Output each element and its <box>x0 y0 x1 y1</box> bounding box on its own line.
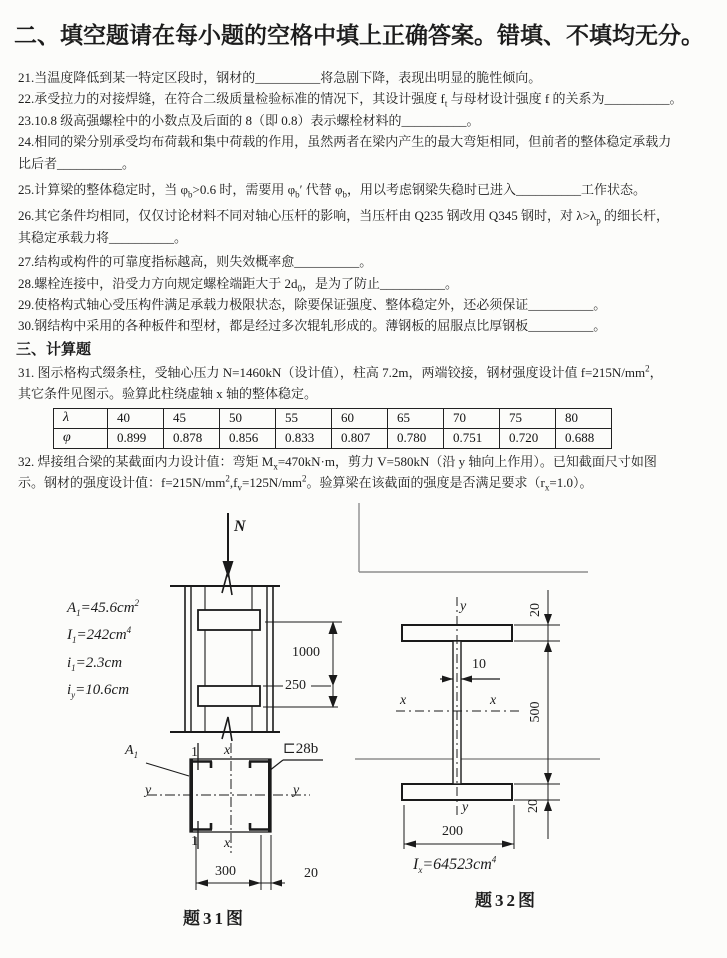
lambda-value: 80 <box>556 408 612 428</box>
axis-y-label-top: y <box>460 598 467 614</box>
dim-300: 300 <box>215 863 236 879</box>
question-21: 21.当温度降低到某一特定区段时，钢材的__________将急剧下降，表现出明显的脆性倾向。 <box>18 70 542 85</box>
dim-250: 250 <box>285 677 306 693</box>
lambda-value: 40 <box>108 408 164 428</box>
lambda-value: 50 <box>220 408 276 428</box>
inertia-ix-label: $I_x=64523cm^4$ <box>413 854 497 876</box>
prop-area: $A_1=45.6cm^2$ <box>67 597 140 618</box>
phi-value: 0.807 <box>332 428 388 448</box>
lambda-value: 55 <box>276 408 332 428</box>
question-24-line1: 24.相同的梁分别承受均布荷载和集中荷载的作用，虽然两者在梁内产生的最大弯矩相同，但前者的整体稳定承载力 <box>18 134 672 150</box>
figure31 <box>55 507 350 943</box>
phi-value: 0.751 <box>444 428 500 448</box>
question-26-line2: 其稳定承载力将__________。 <box>18 229 188 245</box>
phi-value: 0.780 <box>388 428 444 448</box>
figures-area <box>0 497 727 958</box>
question-31 <box>18 362 727 404</box>
question-30: 30.钢结构中采用的各种板件和型材，都是经过多次辊轧形成的。薄钢板的屈服点比厚钢板__________。 <box>18 318 607 334</box>
question-29: 29.使格构式轴心受压构件满足承载力极限状态，除要保证强度、整体稳定外，还必须保证__________。 <box>18 297 607 313</box>
figure32-drawing <box>350 497 660 927</box>
force-n-label: N <box>234 517 246 535</box>
lambda-value: 70 <box>444 408 500 428</box>
prop-radius1: $i_1=2.3cm$ <box>67 654 123 673</box>
axis-x-label-bottom: x <box>224 835 231 851</box>
section-properties <box>67 595 139 705</box>
question-31-line2: 其它条件见图示。验算此柱绕虚轴 x 轴的整体稳定。 <box>18 385 318 401</box>
phi-value: 0.878 <box>164 428 220 448</box>
dim-1000: 1000 <box>292 644 320 660</box>
table-row-phi <box>54 428 612 448</box>
figure32-caption: 题32图 <box>475 890 538 910</box>
axis-x-label-left: x <box>400 692 407 708</box>
axis-x-label-right: x <box>490 692 497 708</box>
dim-200-width: 200 <box>442 823 463 839</box>
lambda-value: 65 <box>388 408 444 428</box>
question-31-line1: 31. 图示格构式缀条柱，受轴心压力 N=1460kN（设计值），柱高 7.2m，两端铰接，钢材强度设计值 $f=215N/mm^2$， <box>18 363 663 380</box>
section2-title: 二、填空题请在每小题的空格中填上正确答案。错填、不填均无分。 <box>14 22 704 48</box>
lambda-value: 45 <box>164 408 220 428</box>
dim-20-bottom-flange: 20 <box>526 798 541 813</box>
axis-y-label-right: y <box>293 782 300 798</box>
area-pointer-label: $A_1$ <box>125 742 139 760</box>
question-25: 25.计算梁的整体稳定时，当 $\varphi_b>0.6$ 时，需要用 $\varphi_b'$ 代替 $\varphi_b$，用以考虑钢梁失稳时已进入__________工作状态。 <box>18 182 646 200</box>
phi-value: 0.856 <box>220 428 276 448</box>
lambda-value: 60 <box>332 408 388 428</box>
axis-x-label-top: x <box>224 742 231 758</box>
dim-20-top-flange: 20 <box>528 602 543 617</box>
phi-value: 0.833 <box>276 428 332 448</box>
question-28: 28.螺栓连接中，沿受力方向规定螺栓端距大于 $2d_0$，是为了防止__________。 <box>18 275 459 294</box>
figure32 <box>350 497 660 927</box>
prop-inertia: $I_1=242cm^4$ <box>67 625 132 646</box>
question-24-line2: 比后者__________。 <box>18 155 136 171</box>
cut-mark-bottom: 1 <box>191 833 198 849</box>
question-32-line1: 32. 焊接组合梁的某截面内力设计值：弯矩 $M_x=470kN\cdot m$，剪力 V=580kN（沿 y 轴向上作用）。已知截面尺寸如图 <box>18 453 657 472</box>
dim-10-web: 10 <box>472 656 486 672</box>
figure31-caption: 题31图 <box>183 908 246 928</box>
prop-radiusy: $i_y=10.6cm$ <box>67 682 130 701</box>
question-23: 23.10.8 级高强螺栓中的小数点及后面的 8（即 0.8）表示螺栓材料的__________。 <box>18 112 480 128</box>
question-27: 27.结构或构件的可靠度指标越高，则失效概率愈__________。 <box>18 254 373 270</box>
lambda-header: λ <box>54 408 108 428</box>
lambda-value: 75 <box>500 408 556 428</box>
question-26-line1: 26.其它条件均相同，仅仅讨论材料不同对轴心压杆的影响，当压杆由 Q235 钢改用 Q345 钢时，对 $\lambda>\lambda_p$ 的细长杆， <box>18 208 669 227</box>
question-32 <box>18 451 727 493</box>
phi-value: 0.688 <box>556 428 612 448</box>
section3-title: 三、计算题 <box>16 341 92 358</box>
phi-value: 0.720 <box>500 428 556 448</box>
phi-header: φ <box>54 428 108 448</box>
axis-y-label-left: y <box>145 782 152 798</box>
phi-lambda-table <box>53 408 612 449</box>
dim-500-web: 500 <box>528 701 543 723</box>
axis-y-label-bottom: y <box>462 799 469 815</box>
question-32-line2: 示。钢材的强度设计值：$f=215N/mm^2,f_v=125N/mm^2$。验算梁在该截面的强度是否满足要求$(r_x=1.0)$。 <box>18 473 593 493</box>
phi-value: 0.899 <box>108 428 164 448</box>
fill-in-questions <box>18 67 727 337</box>
question-22: 22.承受拉力的对接焊缝，在符合二级质量检验标准的情况下，其设计强度 $f_t$ 与母材设计强度 f 的关系为__________。 <box>18 91 683 109</box>
table-row-lambda <box>54 408 612 428</box>
channel-28b-label: ⊏28b <box>283 740 319 757</box>
cut-mark-top: 1 <box>191 744 198 760</box>
dim-20: 20 <box>304 865 318 881</box>
